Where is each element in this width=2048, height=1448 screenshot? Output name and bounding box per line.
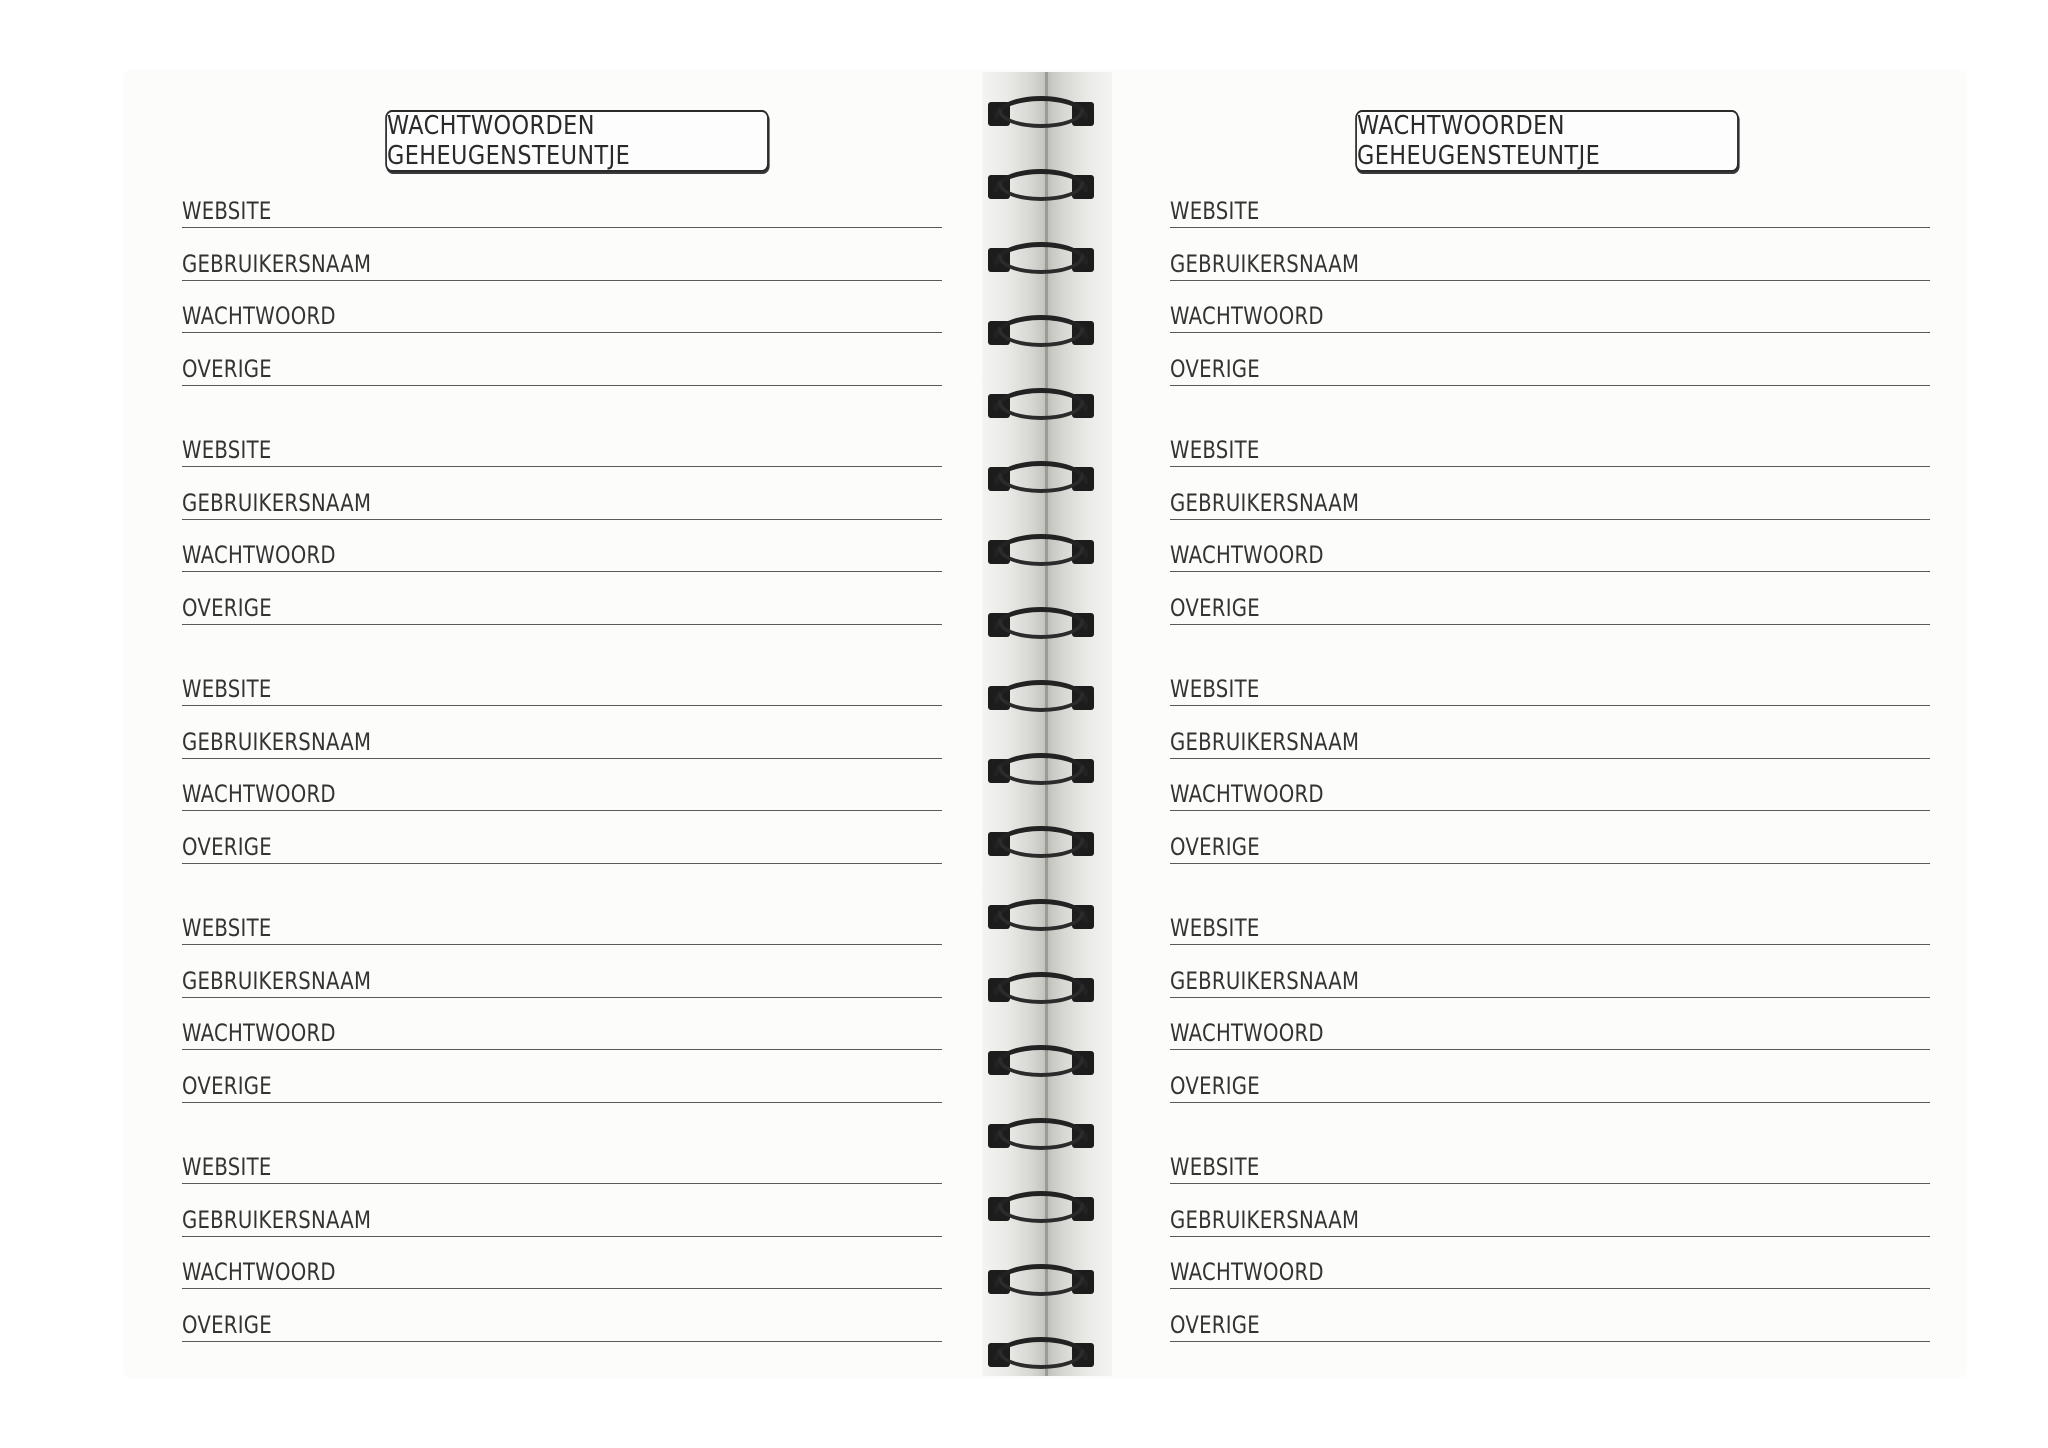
username-field[interactable] [182,958,942,998]
password-field-label: WACHTWOORD [1170,1019,1324,1047]
other-field-label: OVERIGE [1170,354,1260,383]
website-field[interactable] [1170,1144,1930,1184]
password-field-label: WACHTWOORD [182,302,336,330]
other-field-label: OVERIGE [1170,1071,1260,1100]
password-field[interactable] [182,1010,942,1050]
spiral-binding [982,72,1112,1376]
other-field[interactable] [1170,1063,1930,1103]
other-field[interactable] [1170,346,1930,386]
other-field[interactable] [182,346,942,386]
website-field[interactable] [182,905,942,945]
password-field[interactable] [1170,771,1930,811]
other-field-label: OVERIGE [182,832,272,861]
spiral-ring [988,824,1094,864]
website-field[interactable] [1170,905,1930,945]
website-field-label: WEBSITE [1170,436,1260,464]
password-field[interactable] [182,1249,942,1289]
other-field[interactable] [182,1063,942,1103]
website-field-label: WEBSITE [182,197,272,225]
spiral-ring [988,970,1094,1010]
password-field-label: WACHTWOORD [1170,1258,1324,1286]
website-field-label: WEBSITE [1170,1153,1260,1181]
website-field-label: WEBSITE [1170,675,1260,703]
username-field[interactable] [182,719,942,759]
right-page-title: WACHTWOORDEN GEHEUGENSTEUNTJE [1355,110,1739,172]
website-field[interactable] [1170,427,1930,467]
spiral-ring [988,678,1094,718]
spiral-ring [988,605,1094,645]
website-field[interactable] [182,1144,942,1184]
username-field-label: GEBRUIKERSNAAM [182,966,372,995]
password-field-label: WACHTWOORD [182,780,336,808]
username-field-label: GEBRUIKERSNAAM [182,1205,372,1234]
spiral-ring [988,1043,1094,1083]
spiral-ring [988,94,1094,134]
username-field[interactable] [1170,719,1930,759]
other-field-label: OVERIGE [182,1310,272,1339]
username-field[interactable] [182,241,942,281]
username-field[interactable] [182,480,942,520]
spiral-ring [988,1116,1094,1156]
website-field-label: WEBSITE [1170,914,1260,942]
left-page-title: WACHTWOORDEN GEHEUGENSTEUNTJE [385,110,769,172]
other-field[interactable] [1170,1302,1930,1342]
other-field-label: OVERIGE [182,593,272,622]
spiral-ring [988,459,1094,499]
password-field[interactable] [1170,1249,1930,1289]
password-field-label: WACHTWOORD [1170,541,1324,569]
other-field[interactable] [182,585,942,625]
website-field[interactable] [182,666,942,706]
spiral-ring [988,386,1094,426]
website-field-label: WEBSITE [182,1153,272,1181]
username-field[interactable] [1170,958,1930,998]
username-field-label: GEBRUIKERSNAAM [182,727,372,756]
username-field-label: GEBRUIKERSNAAM [1170,249,1360,278]
password-field-label: WACHTWOORD [182,1019,336,1047]
password-field[interactable] [182,532,942,572]
password-field-label: WACHTWOORD [1170,302,1324,330]
other-field[interactable] [182,1302,942,1342]
other-field-label: OVERIGE [182,354,272,383]
username-field-label: GEBRUIKERSNAAM [1170,966,1360,995]
username-field[interactable] [1170,1197,1930,1237]
website-field-label: WEBSITE [182,675,272,703]
username-field[interactable] [1170,241,1930,281]
username-field-label: GEBRUIKERSNAAM [1170,488,1360,517]
username-field-label: GEBRUIKERSNAAM [182,249,372,278]
website-field[interactable] [1170,188,1930,228]
password-field[interactable] [1170,1010,1930,1050]
website-field[interactable] [182,188,942,228]
username-field[interactable] [182,1197,942,1237]
other-field-label: OVERIGE [1170,832,1260,861]
other-field[interactable] [1170,585,1930,625]
website-field-label: WEBSITE [1170,197,1260,225]
password-field[interactable] [182,771,942,811]
password-field[interactable] [182,293,942,333]
password-field-label: WACHTWOORD [182,541,336,569]
password-field-label: WACHTWOORD [182,1258,336,1286]
spiral-ring [988,751,1094,791]
spiral-ring [988,1189,1094,1229]
username-field-label: GEBRUIKERSNAAM [1170,1205,1360,1234]
spiral-ring [988,1262,1094,1302]
website-field-label: WEBSITE [182,914,272,942]
password-field[interactable] [1170,532,1930,572]
website-field[interactable] [182,427,942,467]
username-field-label: GEBRUIKERSNAAM [1170,727,1360,756]
right-page [1100,72,1964,1376]
spiral-ring [988,313,1094,353]
spiral-ring [988,897,1094,937]
spiral-ring [988,167,1094,207]
other-field-label: OVERIGE [182,1071,272,1100]
other-field-label: OVERIGE [1170,593,1260,622]
spiral-ring [988,1335,1094,1375]
other-field[interactable] [1170,824,1930,864]
website-field-label: WEBSITE [182,436,272,464]
website-field[interactable] [1170,666,1930,706]
spiral-ring [988,240,1094,280]
spiral-ring [988,532,1094,572]
left-page [126,72,1006,1376]
username-field[interactable] [1170,480,1930,520]
username-field-label: GEBRUIKERSNAAM [182,488,372,517]
password-field-label: WACHTWOORD [1170,780,1324,808]
other-field[interactable] [182,824,942,864]
other-field-label: OVERIGE [1170,1310,1260,1339]
password-field[interactable] [1170,293,1930,333]
